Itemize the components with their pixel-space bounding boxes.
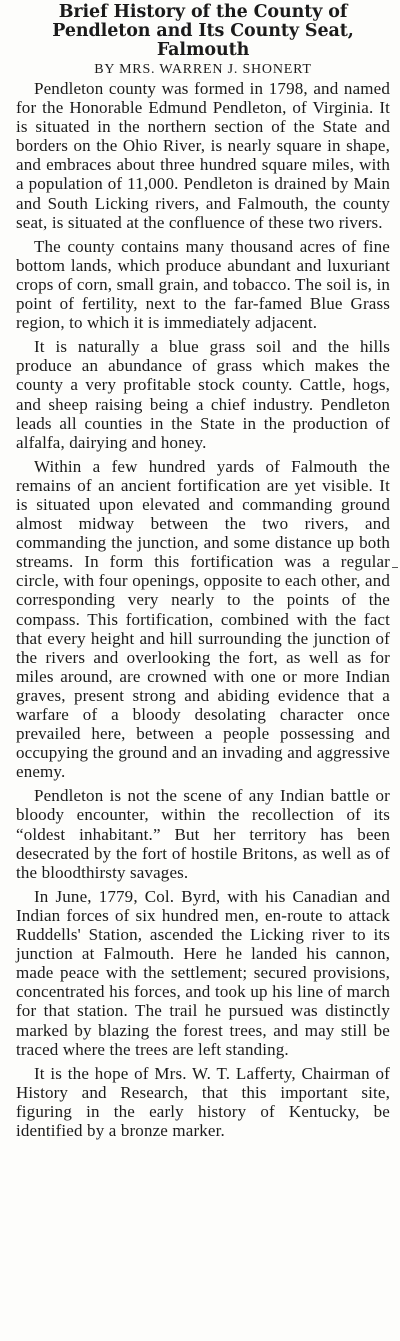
article-byline: BY MRS. WARREN J. SHONERT (94, 62, 312, 77)
article-paragraph: Within a few hundred yards of Falmouth the remains of an ancient fortification are yet visible. It is situated upon elevated and commanding ground almost midway between the two rivers, and commanding the junction, and some distance up both streams. In form this fortification was a regular circle, with four openings, opposite to each other, and corresponding very nearly to the points of the compass. This fortification, combined with the fact that every height and hill surrounding the junction of the rivers and overlooking the fort, as well as for miles around, are crowned with one or more Indian graves, present strong and abiding evidence that a warfare of a bloody desolating character once prevailed here, between a people possessing and occupying the ground and an invading and aggressive enemy. (16, 456, 390, 782)
article-paragraph: Pendleton is not the scene of any Indian battle or bloody encounter, within the recollection of its “oldest inhabitant.” But her territory has been desecrated by the fort of hostile Britons, as well as of the bloodthirsty savages. (16, 786, 390, 882)
article-paragraph: It is naturally a blue grass soil and the hills produce an abundance of grass which makes the county a very profitable stock county. Cattle, hogs, and sheep raising being a chief industry. Pendleton leads all counties in the State in the production of alfalfa, dairying and honey. (16, 337, 390, 452)
article-paragraph: Pendleton county was formed in 1798, and named for the Honorable Edmund Pendleton, of Virginia. It is situated in the northern section of the State and borders on the Ohio River, is nearly square in shape, and embraces about three hundred square miles, with a population of 11,000. Pendleton is drained by Main and South Licking rivers, and Falmouth, the county seat, is situated at the confluence of these two rivers. (16, 79, 390, 232)
article-paragraph: In June, 1779, Col. Byrd, with his Canadian and Indian forces of six hundred men, en-route to attack Ruddells' Station, ascended the Licking river to its junction at Falmouth. Here he landed his cannon, made peace with the settlement; secured provisions, concentrated his forces, and took up his line of march for that station. The trail he pursued was distinctly marked by blazing the forest trees, and may still be traced where the trees are left standing. (16, 886, 390, 1059)
article-title: Brief History of the County of Pendleton and Its County Seat, Falmouth (52, 2, 354, 60)
article-paragraph: It is the hope of Mrs. W. T. Lafferty, Chairman of History and Research, that this important site, figuring in the early history of Kentucky, be identified by a bronze marker. (16, 1063, 390, 1140)
article-paragraph: The county contains many thousand acres of fine bottom lands, which produce abundant and luxuriant crops of corn, small grain, and tobacco. The soil is, in point of fertility, next to the far-famed Blue Grass region, to which it is immediately adjacent. (16, 236, 390, 333)
margin-tick-mark (392, 567, 398, 568)
